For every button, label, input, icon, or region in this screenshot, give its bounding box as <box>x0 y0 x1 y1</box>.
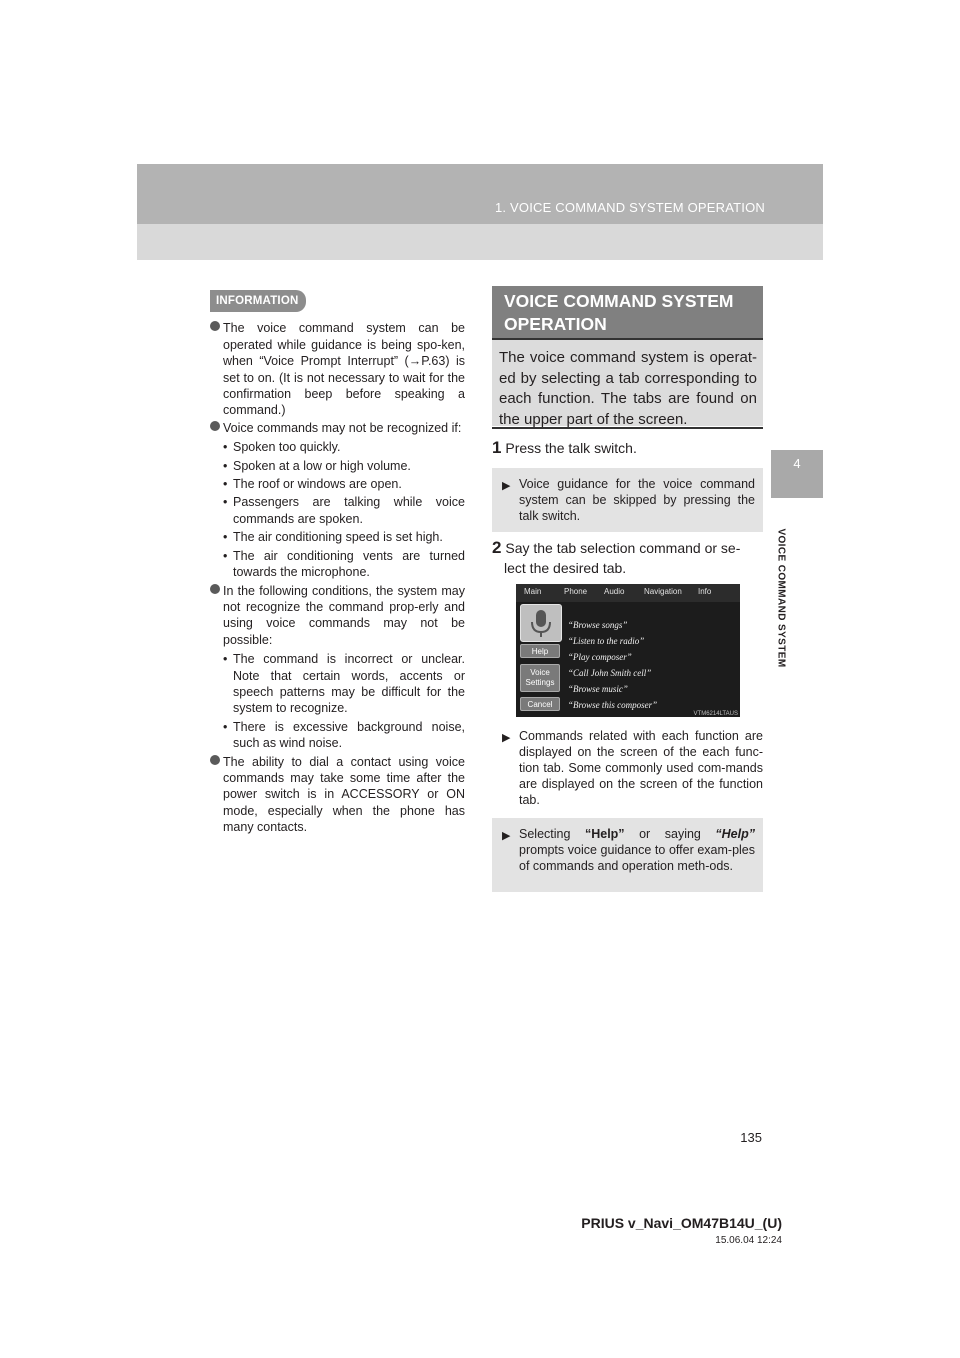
note-text-part: Selecting <box>519 827 585 841</box>
voice-settings-button <box>520 664 560 692</box>
command-item: “Browse music” <box>568 684 628 694</box>
bullet-icon <box>210 421 220 431</box>
button-label: Settings <box>525 678 555 687</box>
list-item <box>210 320 465 418</box>
divider <box>492 427 763 429</box>
note-voice-guidance <box>492 468 763 532</box>
voice-command-screen-image <box>516 584 740 717</box>
triangle-bullet-icon: ▶ <box>502 830 511 842</box>
step-number: 1 <box>492 438 502 457</box>
help-button: Help <box>520 644 560 658</box>
note-text-part: or saying <box>624 827 716 841</box>
sub-item: • The air conditioning vents are turned towards the microphone. <box>223 548 465 581</box>
document-id: PRIUS v_Navi_OM47B14U_(U) <box>581 1215 782 1231</box>
note-text <box>502 826 755 874</box>
header-band <box>137 164 823 224</box>
list-item <box>210 420 465 581</box>
command-item: “Call John Smith cell” <box>568 668 652 678</box>
tab-phone: Phone <box>564 587 588 596</box>
info-text: The voice command system can be operated while guidance is being spo-ken, when “Voice Prompt Interrupt” (→P.63) is set to on. (It is not necessary to wait for the confirmation beep before speaking a command.) <box>223 321 465 418</box>
note-text-part: prompts voice guidance to offer exam-ples of commands and operation meth-ods. <box>519 843 755 873</box>
help-keyword: “Help” <box>584 827 625 841</box>
header-sub-band <box>137 224 823 260</box>
note-help <box>492 818 763 892</box>
step-text: Press the talk switch. <box>505 440 637 456</box>
note-commands <box>492 728 763 808</box>
sub-item: • Spoken at a low or high volume. <box>223 458 465 474</box>
command-item: “Browse this composer” <box>568 700 658 710</box>
page-number: 135 <box>740 1130 762 1145</box>
chapter-number: 4 <box>793 456 801 471</box>
list-item <box>210 754 465 836</box>
information-list <box>210 320 465 835</box>
step-text: Say the tab selection command or se- <box>505 540 741 556</box>
information-badge: INFORMATION <box>210 290 306 312</box>
section-title-line2: OPERATION <box>504 314 607 334</box>
tab-audio: Audio <box>604 587 625 596</box>
cancel-button: Cancel <box>520 697 560 711</box>
bullet-icon <box>210 755 220 765</box>
triangle-bullet-icon: ▶ <box>502 480 511 492</box>
bullet-icon <box>210 321 220 331</box>
tab-info: Info <box>698 587 712 596</box>
info-text: In the following conditions, the system may not recognize the command prop-erly and using voice commands may not be possible: <box>223 583 465 647</box>
section-heading <box>492 286 763 338</box>
sub-item: • Passengers are talking while voice commands are spoken. <box>223 494 465 527</box>
step-2 <box>492 538 740 578</box>
sub-item: • There is excessive background noise, such as wind noise. <box>223 719 465 752</box>
tab-main: Main <box>524 587 542 596</box>
screen-tab-bar <box>516 584 740 602</box>
help-spoken-keyword: “Help” <box>715 827 755 841</box>
chapter-label-text: VOICE COMMAND SYSTEM <box>775 528 787 668</box>
step-1 <box>492 438 637 458</box>
section-intro: The voice command system is operat-ed by selecting a tab corresponding to each function. The tabs are found on the upper part of the screen. <box>492 340 763 426</box>
sub-list <box>223 651 465 751</box>
command-item: “Browse songs” <box>568 620 628 630</box>
section-title-line1: VOICE COMMAND SYSTEM <box>504 291 734 311</box>
info-text: The ability to dial a contact using voice commands may take some time after the power switch is in ACCESSORY or ON mode, especially when the phone has many contacts. <box>223 754 465 835</box>
sub-item: • The command is incorrect or unclear. Note that certain words, accents or speech patterns may be difficult for the system to recognize. <box>223 651 465 717</box>
chapter-side-label <box>770 510 792 686</box>
note-text: Voice guidance for the voice command system can be skipped by pressing the talk switch. <box>519 477 755 523</box>
command-item: “Play composer” <box>568 652 632 662</box>
list-item <box>210 583 465 752</box>
sub-item: • Spoken too quickly. <box>223 439 465 455</box>
note-text: Commands related with each function are displayed on the screen of the each func-tion tab. Some commonly used com-mands are displayed on the screen of the function tab. <box>519 729 763 807</box>
triangle-bullet-icon: ▶ <box>502 732 511 744</box>
bullet-icon <box>210 584 220 594</box>
step-text: lect the desired tab. <box>504 560 627 576</box>
sub-list <box>223 439 465 580</box>
step-number: 2 <box>492 538 502 557</box>
button-label: Voice <box>530 668 550 677</box>
microphone-icon <box>520 604 562 642</box>
header-title: 1. VOICE COMMAND SYSTEM OPERATION <box>494 200 765 215</box>
tab-navigation: Navigation <box>644 587 682 596</box>
info-text: Voice commands may not be recognized if: <box>223 420 462 435</box>
command-item: “Listen to the radio” <box>568 636 645 646</box>
sub-item: • The roof or windows are open. <box>223 476 465 492</box>
image-code: VTM6214LTAUS <box>693 711 738 717</box>
sub-item: • The air conditioning speed is set high. <box>223 529 465 545</box>
document-date: 15.06.04 12:24 <box>715 1235 782 1246</box>
chapter-number-tab <box>771 450 823 498</box>
information-column <box>210 290 465 837</box>
